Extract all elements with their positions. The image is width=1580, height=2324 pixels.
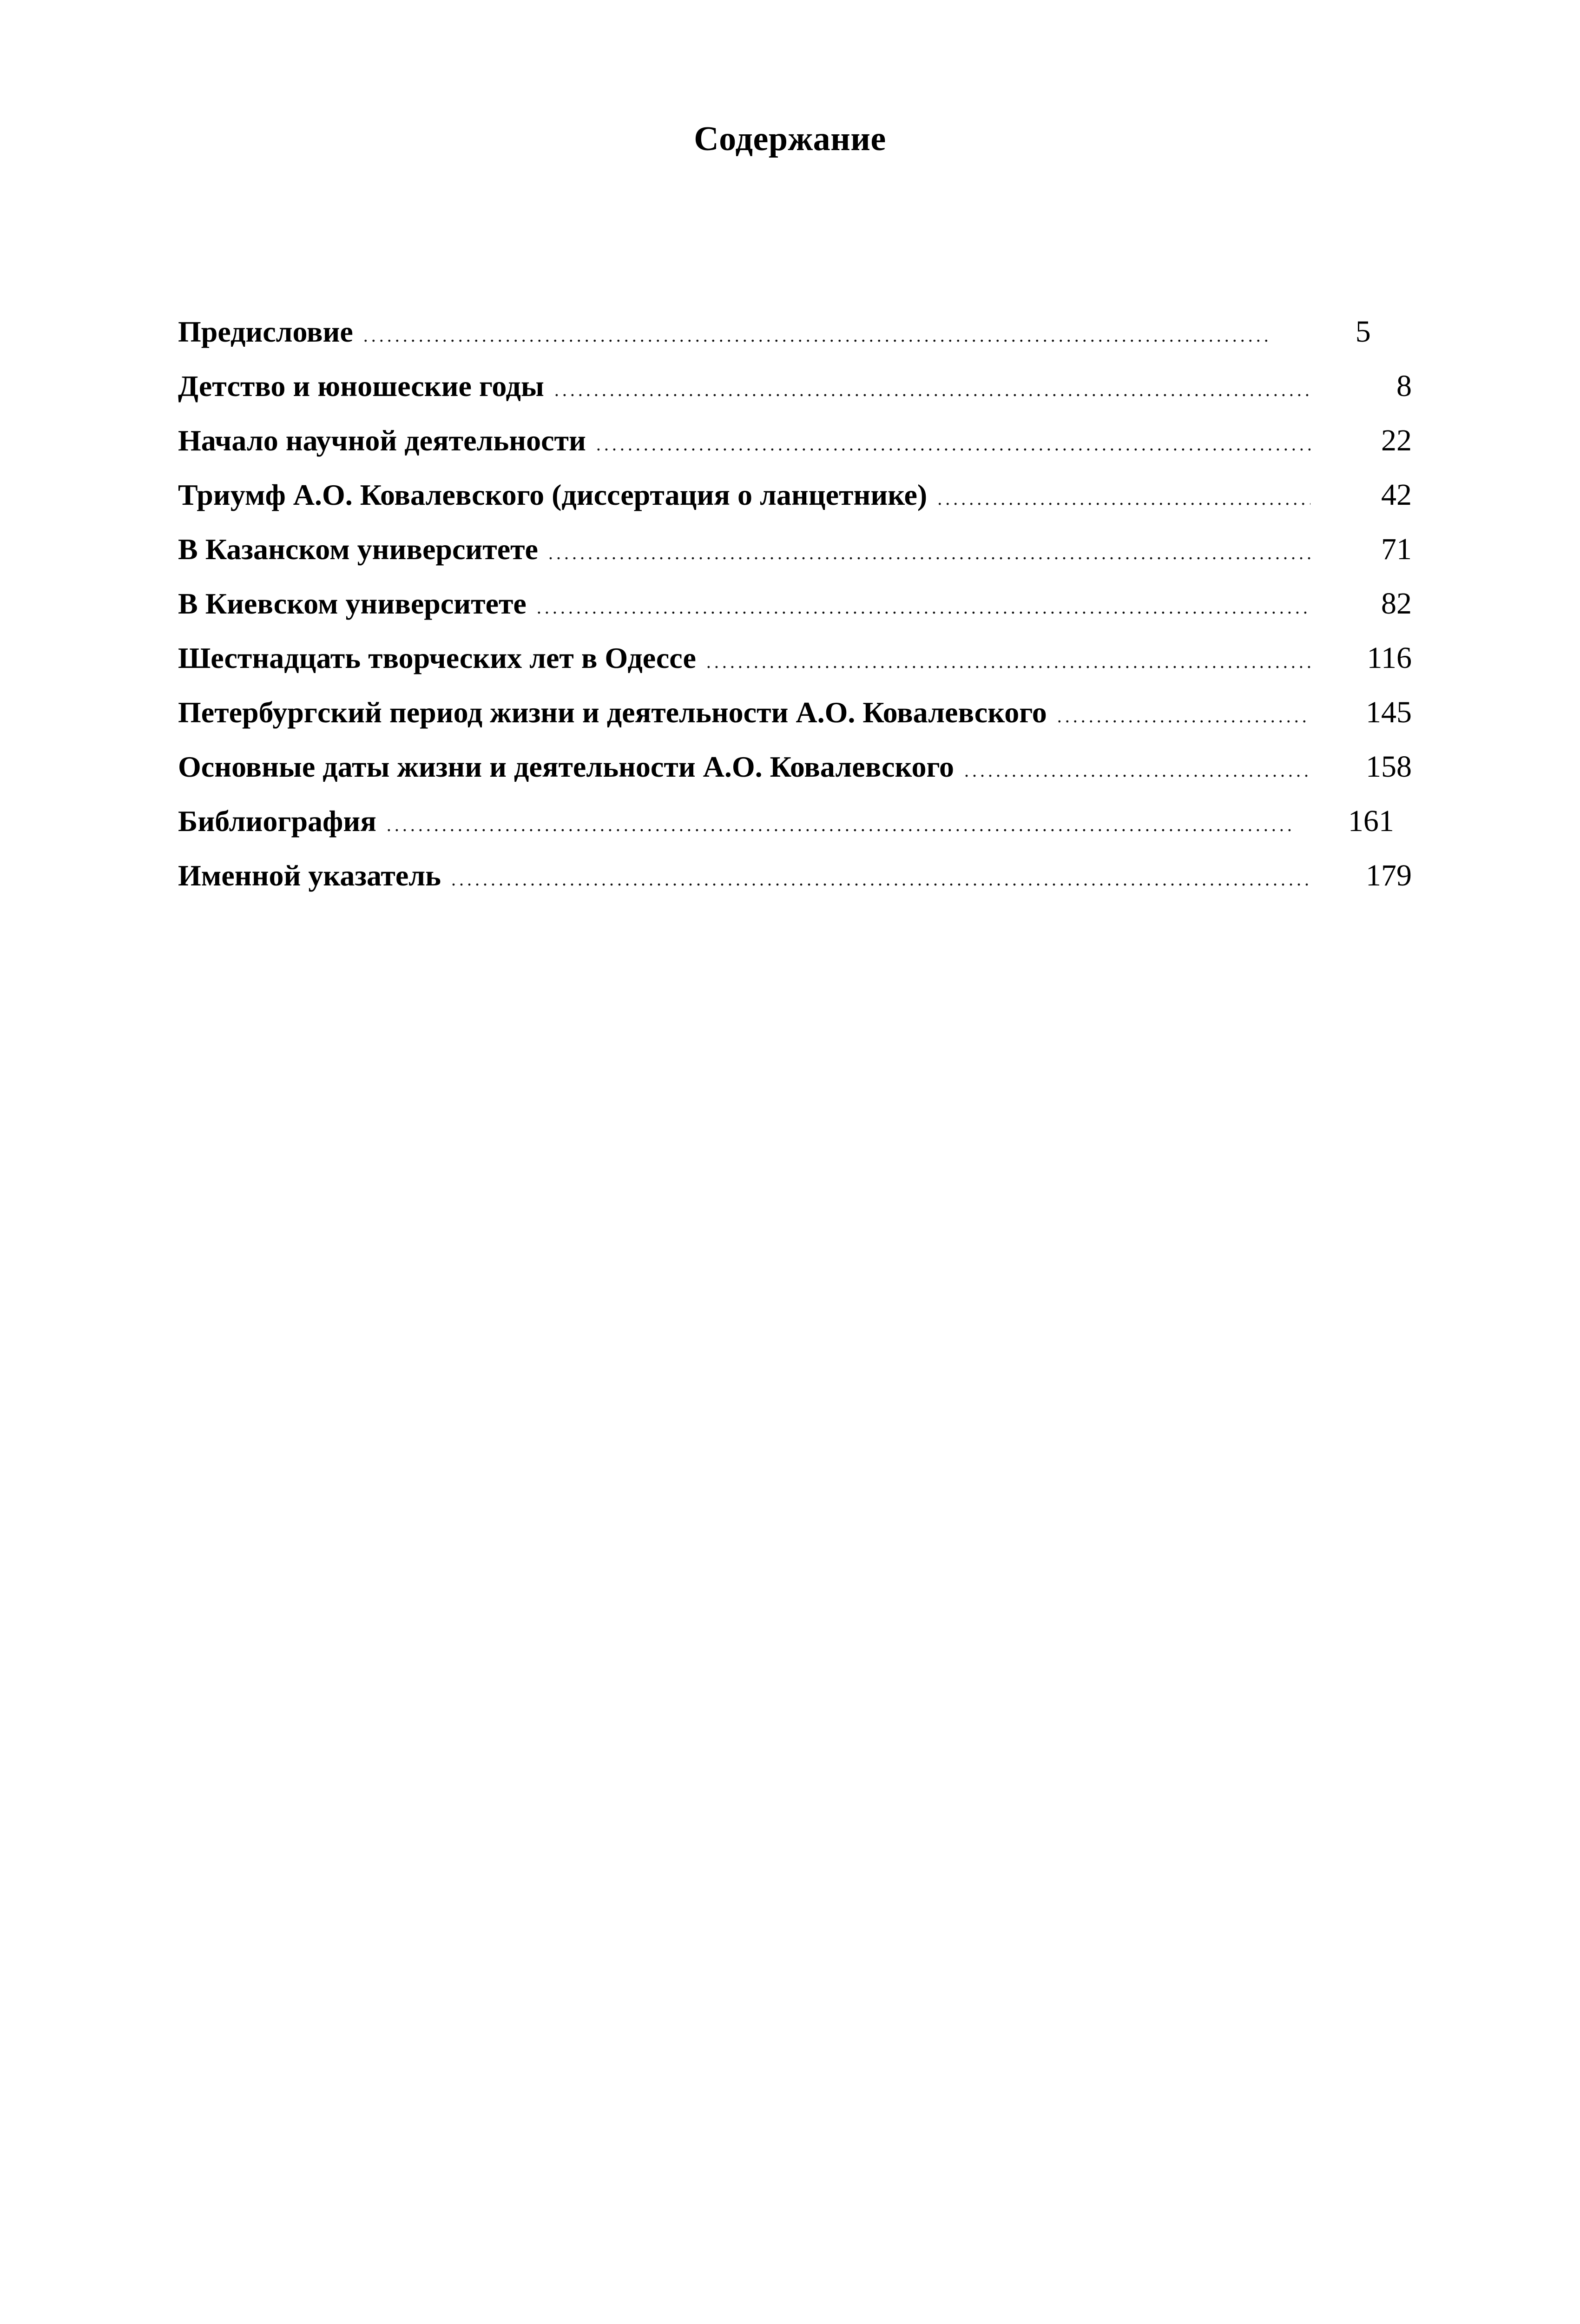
dot-leader [706, 634, 1310, 689]
dot-leader [1057, 689, 1310, 743]
dot-leader [937, 471, 1310, 526]
toc-entry-label: Детство и юношеские годы [178, 370, 544, 403]
dot-leader [363, 308, 1270, 363]
toc-entry [178, 685, 1412, 739]
toc-entry [178, 794, 1412, 848]
toc-entry [178, 848, 1412, 903]
toc-entry-page: 161 [1348, 804, 1394, 838]
toc-entry-label: Начало научной деятельности [178, 424, 586, 457]
toc-entry-page: 116 [1367, 641, 1412, 675]
toc-entry [178, 631, 1412, 685]
toc-entry [178, 739, 1412, 794]
dot-leader [387, 798, 1293, 852]
toc-entry [178, 576, 1412, 631]
toc-entry-label: Триумф А.О. Ковалевского (диссертация о ланцетнике) [178, 478, 928, 511]
toc-entry-label: В Киевском университете [178, 587, 527, 620]
toc-entry-label: Основные даты жизни и деятельности А.О. Ковалевского [178, 750, 954, 783]
toc-entry-page: 42 [1381, 478, 1412, 512]
toc-entry-page: 179 [1366, 858, 1412, 892]
toc-entry-label: Шестнадцать творческих лет в Одессе [178, 641, 696, 674]
toc-entry-page: 71 [1381, 532, 1412, 566]
toc-entry [178, 359, 1412, 413]
toc-entry-page: 22 [1381, 423, 1412, 457]
toc-entry-page: 8 [1396, 369, 1412, 403]
toc-entry-label: Библиография [178, 805, 376, 838]
dot-leader [451, 852, 1310, 906]
dot-leader [964, 743, 1310, 798]
toc-entry-label: Предисловие [178, 315, 353, 348]
toc-entry-page: 158 [1366, 750, 1412, 784]
toc-entry [178, 304, 1412, 359]
toc-entry-label: В Казанском университете [178, 533, 538, 566]
toc-entry-page: 82 [1381, 587, 1412, 621]
toc-entry-label: Именной указатель [178, 859, 441, 892]
toc-entry-page: 5 [1355, 315, 1371, 349]
toc-entry [178, 468, 1412, 522]
table-of-contents [178, 304, 1412, 903]
page-title: Содержание [694, 120, 886, 158]
dot-leader [596, 417, 1310, 471]
toc-entry-page: 145 [1366, 695, 1412, 729]
toc-entry [178, 413, 1412, 468]
toc-entry-label: Петербургский период жизни и деятельности А.О. Ковалевского [178, 696, 1047, 729]
dot-leader [554, 363, 1310, 417]
dot-leader [548, 526, 1310, 580]
dot-leader [537, 580, 1310, 634]
toc-entry [178, 522, 1412, 576]
